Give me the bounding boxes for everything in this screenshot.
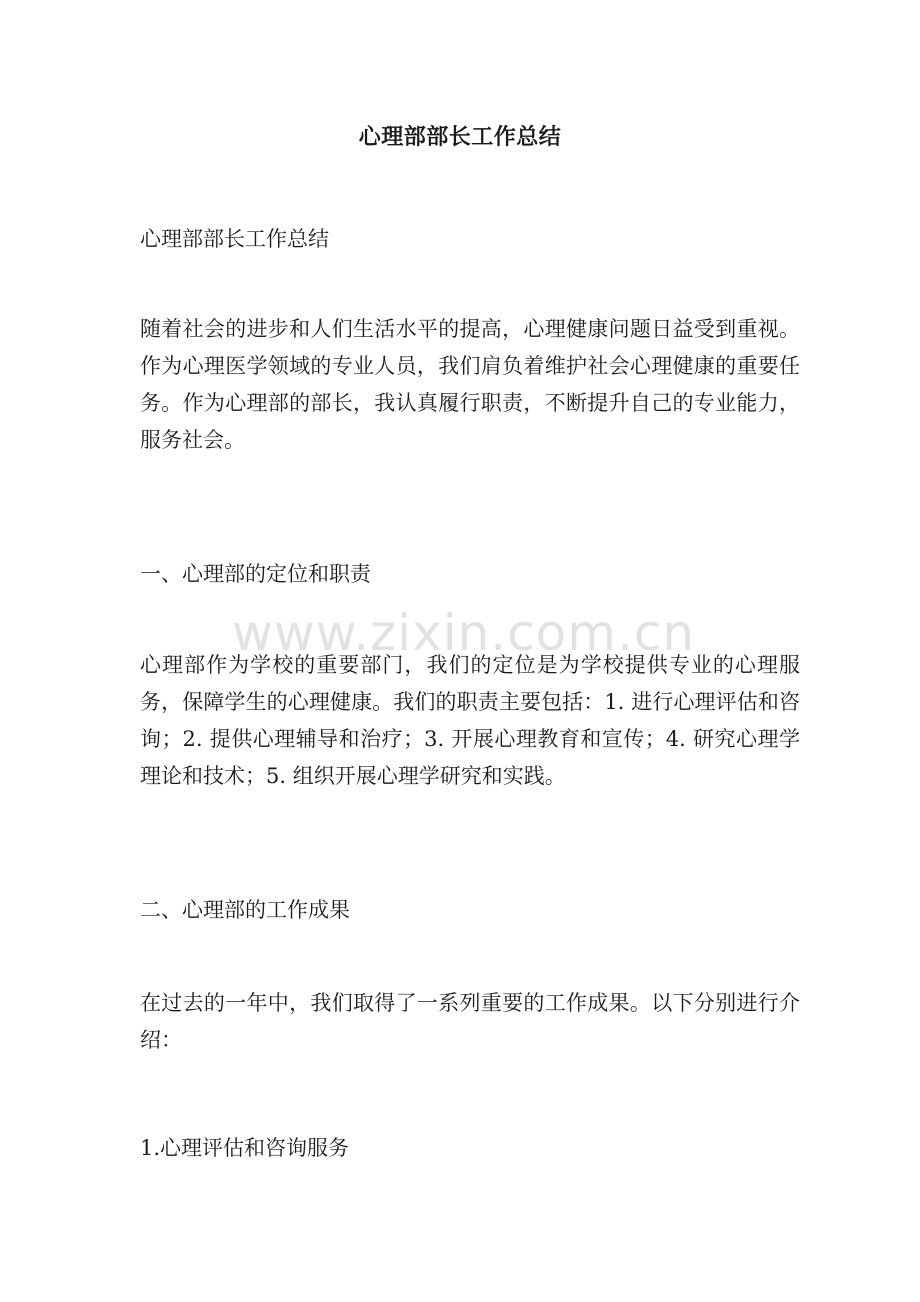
document-title: 心理部部长工作总结 (358, 124, 562, 150)
section-1-paragraph: 心理部作为学校的重要部门，我们的定位是为学校提供专业的心理服务，保障学生的心理健康。我们的职责主要包括：1. 进行心理评估和咨询；2. 提供心理辅导和治疗；3. 开展心理教育和宣传；4. 研究心理学理论和技术；5. 组织开展心理学研究和实践。 (140, 653, 800, 788)
item-1-heading: 1.心理评估和咨询服务 (140, 1136, 350, 1160)
section-2-heading: 二、心理部的工作成果 (140, 898, 350, 922)
section-1-heading: 一、心理部的定位和职责 (140, 562, 371, 586)
watermark: www.zixin.com.cn (232, 604, 696, 662)
document-subtitle: 心理部部长工作总结 (140, 227, 329, 251)
section-2-paragraph: 在过去的一年中，我们取得了一系列重要的工作成果。以下分别进行介绍： (140, 991, 800, 1052)
intro-paragraph: 随着社会的进步和人们生活水平的提高，心理健康问题日益受到重视。作为心理医学领域的专业人员，我们肩负着维护社会心理健康的重要任务。作为心理部的部长，我认真履行职责，不断提升自己的专业能力，服务社会。 (140, 317, 800, 452)
